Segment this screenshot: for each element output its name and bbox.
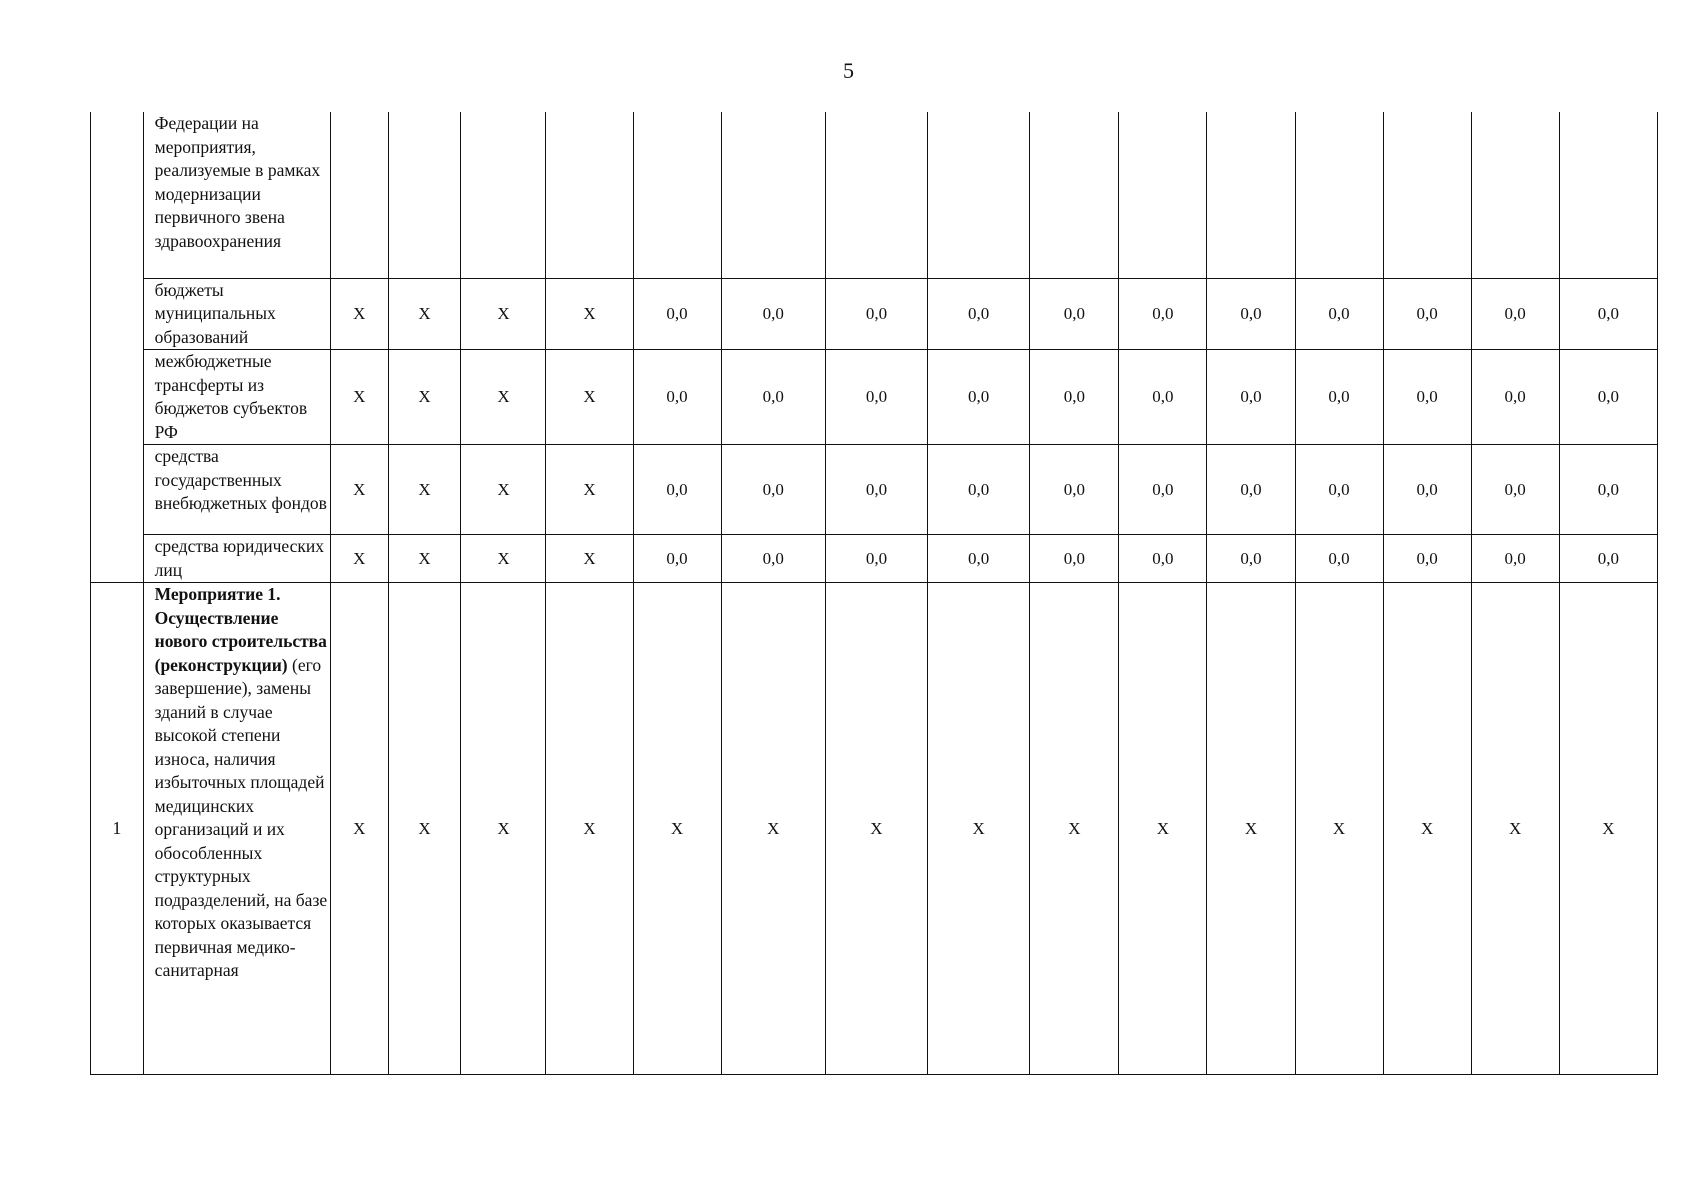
value-cell-zero: 0,0	[1295, 535, 1383, 583]
value-cell-x: X	[1030, 583, 1119, 1075]
value-cell-x: X	[388, 535, 461, 583]
value-cell-zero: 0,0	[1383, 445, 1471, 535]
value-cell-zero: 0,0	[633, 350, 721, 445]
value-cell-zero: 0,0	[1295, 445, 1383, 535]
value-cell-x: X	[1295, 583, 1383, 1075]
row-label-text: средства государственных внебюджетных фондов	[154, 446, 327, 513]
value-cell-x: X	[1559, 583, 1657, 1075]
page-number: 5	[843, 58, 854, 83]
value-cell-zero: 0,0	[1030, 445, 1119, 535]
value-cell-zero: 0,0	[1207, 445, 1295, 535]
row-label-text: Федерации на мероприятия, реализуемые в рамках модернизации первичного звена здравоохранения	[154, 113, 321, 251]
row-number-cell: 1	[91, 583, 144, 1075]
value-cell-x: X	[633, 583, 721, 1075]
value-cell-x: X	[546, 583, 633, 1075]
row-label-cell	[143, 583, 330, 1075]
value-cell-x: X	[330, 350, 388, 445]
value-cell-zero: 0,0	[1030, 278, 1119, 350]
value-cell-zero: 0,0	[1559, 278, 1657, 350]
value-cell-zero: 0,0	[633, 535, 721, 583]
row-label-cell	[143, 112, 330, 278]
value-cell-empty	[1207, 112, 1295, 278]
value-cell-x: X	[825, 583, 927, 1075]
value-cell-x: X	[1383, 583, 1471, 1075]
row-label-bold: Мероприятие 1. Осуществление нового строительства (реконструкции)	[154, 584, 327, 675]
value-cell-zero: 0,0	[1383, 350, 1471, 445]
row-label-cell	[143, 350, 330, 445]
value-cell-x: X	[461, 583, 546, 1075]
value-cell-zero: 0,0	[633, 445, 721, 535]
value-cell-empty	[825, 112, 927, 278]
value-cell-zero: 0,0	[1119, 278, 1207, 350]
value-cell-x: X	[330, 445, 388, 535]
value-cell-x: X	[461, 445, 546, 535]
value-cell-zero: 0,0	[1471, 535, 1559, 583]
value-cell-zero: 0,0	[1207, 278, 1295, 350]
row-label-text: средства юридических лиц	[154, 536, 325, 580]
value-cell-zero: 0,0	[721, 535, 825, 583]
value-cell-zero: 0,0	[1030, 350, 1119, 445]
value-cell-x: X	[330, 583, 388, 1075]
row-label-cell	[143, 445, 330, 535]
table-row	[91, 583, 1658, 1075]
value-cell-x: X	[1119, 583, 1207, 1075]
value-cell-empty	[461, 112, 546, 278]
row-label-text: (его завершение), замены зданий в случае высокой степени износа, наличия избыточных площадей медицинских организаций и их обособленных структурных подразделений, на базе которых оказывается первичная медико-санитарная	[154, 654, 328, 980]
value-cell-x: X	[546, 535, 633, 583]
row-label-text: бюджеты муниципальных образований	[154, 279, 276, 347]
value-cell-x: X	[388, 350, 461, 445]
row-label-cell	[143, 278, 330, 350]
table-row	[91, 535, 1658, 583]
value-cell-zero: 0,0	[1471, 445, 1559, 535]
value-cell-x: X	[388, 445, 461, 535]
value-cell-x: X	[546, 350, 633, 445]
value-cell-empty	[633, 112, 721, 278]
value-cell-empty	[928, 112, 1030, 278]
table-row	[91, 278, 1658, 350]
value-cell-zero: 0,0	[825, 278, 927, 350]
value-cell-x: X	[388, 278, 461, 350]
value-cell-zero: 0,0	[1295, 350, 1383, 445]
value-cell-empty	[1559, 112, 1657, 278]
value-cell-x: X	[461, 278, 546, 350]
value-cell-x: X	[1471, 583, 1559, 1075]
value-cell-empty	[1383, 112, 1471, 278]
table-row	[91, 112, 1658, 278]
value-cell-zero: 0,0	[1471, 278, 1559, 350]
value-cell-zero: 0,0	[1030, 535, 1119, 583]
value-cell-zero: 0,0	[1383, 278, 1471, 350]
value-cell-zero: 0,0	[721, 278, 825, 350]
value-cell-x: X	[330, 278, 388, 350]
budget-table-body	[91, 112, 1658, 1075]
value-cell-empty	[1295, 112, 1383, 278]
value-cell-zero: 0,0	[928, 278, 1030, 350]
value-cell-zero: 0,0	[1119, 445, 1207, 535]
value-cell-zero: 0,0	[1119, 535, 1207, 583]
value-cell-zero: 0,0	[928, 445, 1030, 535]
value-cell-zero: 0,0	[721, 445, 825, 535]
value-cell-x: X	[721, 583, 825, 1075]
value-cell-zero: 0,0	[1295, 278, 1383, 350]
value-cell-empty	[721, 112, 825, 278]
value-cell-zero: 0,0	[1207, 350, 1295, 445]
value-cell-zero: 0,0	[1471, 350, 1559, 445]
row-number-cell	[91, 112, 144, 583]
value-cell-x: X	[546, 278, 633, 350]
table-row	[91, 445, 1658, 535]
value-cell-zero: 0,0	[1559, 445, 1657, 535]
value-cell-zero: 0,0	[1383, 535, 1471, 583]
row-label-cell	[143, 535, 330, 583]
value-cell-empty	[1119, 112, 1207, 278]
row-label-text: межбюджетные трансферты из бюджетов субъектов РФ	[154, 351, 308, 442]
value-cell-zero: 0,0	[721, 350, 825, 445]
value-cell-zero: 0,0	[928, 350, 1030, 445]
value-cell-zero: 0,0	[633, 278, 721, 350]
value-cell-x: X	[461, 350, 546, 445]
value-cell-zero: 0,0	[1119, 350, 1207, 445]
budget-table	[90, 112, 1658, 1075]
table-row	[91, 350, 1658, 445]
budget-table-container	[90, 112, 1658, 1075]
value-cell-empty	[1471, 112, 1559, 278]
value-cell-empty	[330, 112, 388, 278]
value-cell-empty	[546, 112, 633, 278]
value-cell-zero: 0,0	[825, 350, 927, 445]
value-cell-empty	[388, 112, 461, 278]
value-cell-empty	[1030, 112, 1119, 278]
value-cell-x: X	[388, 583, 461, 1075]
value-cell-zero: 0,0	[928, 535, 1030, 583]
value-cell-x: X	[546, 445, 633, 535]
value-cell-zero: 0,0	[1559, 350, 1657, 445]
value-cell-zero: 0,0	[1559, 535, 1657, 583]
value-cell-zero: 0,0	[825, 535, 927, 583]
value-cell-zero: 0,0	[825, 445, 927, 535]
value-cell-x: X	[1207, 583, 1295, 1075]
value-cell-x: X	[330, 535, 388, 583]
value-cell-x: X	[461, 535, 546, 583]
value-cell-zero: 0,0	[1207, 535, 1295, 583]
value-cell-x: X	[928, 583, 1030, 1075]
